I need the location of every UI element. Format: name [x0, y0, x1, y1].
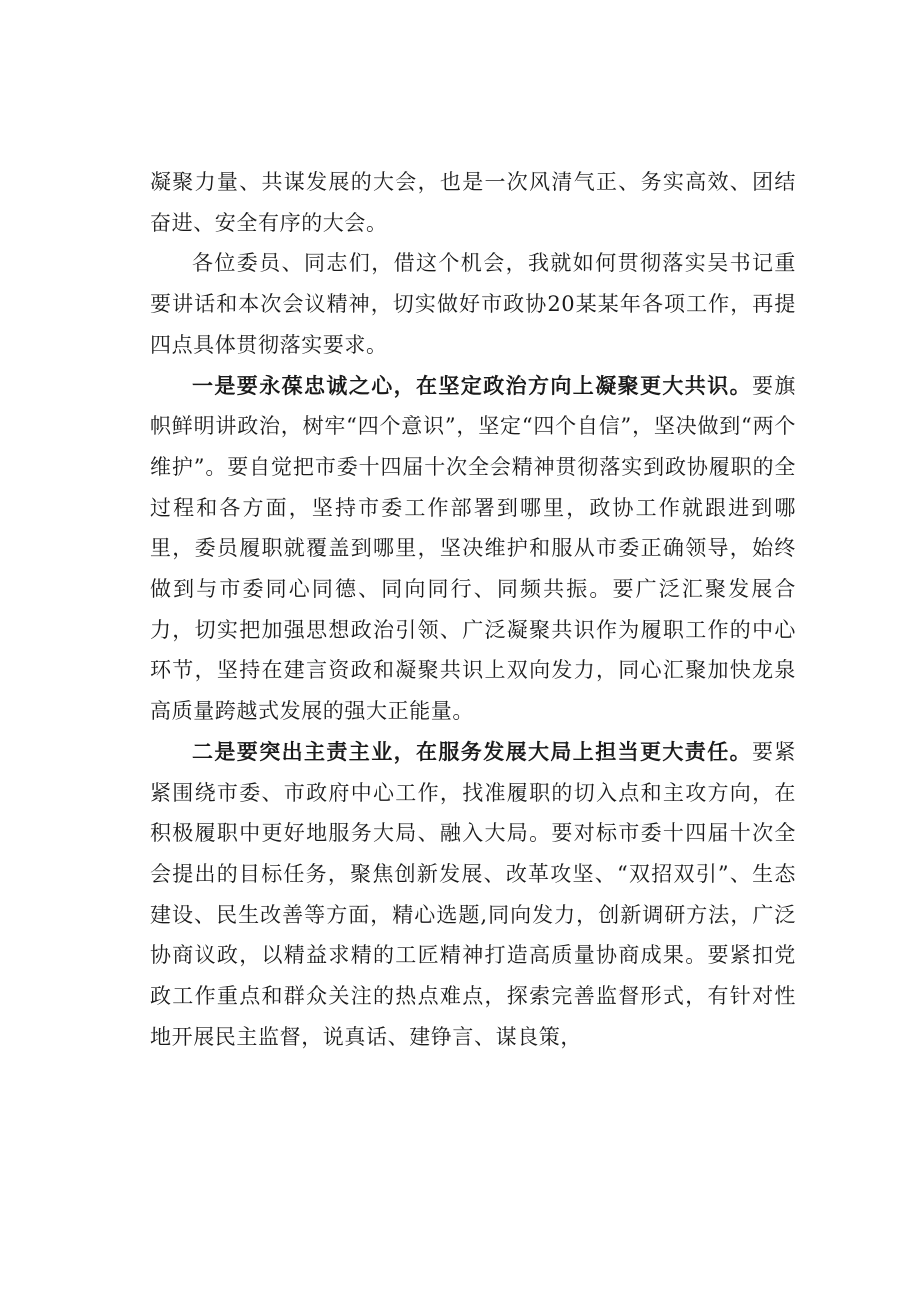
paragraph-text: 要旗帜鲜明讲政治，树牢“四个意识”，坚定“四个自信”，坚决做到“两个维护”。要自觉把市委十四届十次全会精神贯彻落实到政协履职的全过程和各方面，坚持市委工作部署到哪里，政协工作就跟进到哪里，委员履职就覆盖到哪里，坚决维护和服从市委正确领导，始终做到与市委同心同德、同向同行、同频共振。要广泛汇聚发展合力，切实把加强思想政治引领、广泛凝聚共识作为履职工作的中心环节，坚持在建言资政和凝聚共识上双向发力，同心汇聚加快龙泉高质量跨越式发展的强大正能量。 — [150, 373, 797, 724]
paragraph-intro — [150, 243, 796, 365]
document-body — [150, 162, 796, 1057]
paragraph-point-one — [150, 366, 796, 732]
paragraph-heading: 二是要突出主责主业，在服务发展大局上担当更大责任。 — [192, 738, 752, 764]
paragraph-continuation — [150, 162, 796, 243]
paragraph-text: 各位委员、同志们，借这个机会，我就如何贯彻落实吴书记重要讲话和本次会议精神，切实做好市政协20某某年各项工作，再提四点具体贯彻落实要求。 — [150, 251, 796, 357]
paragraph-text: 凝聚力量、共谋发展的大会，也是一次风清气正、务实高效、团结奋进、安全有序的大会。 — [150, 170, 796, 235]
paragraph-text: 要紧紧围绕市委、市政府中心工作，找准履职的切入点和主攻方向，在积极履职中更好地服务大局、融入大局。要对标市委十四届十次全会提出的目标任务，聚焦创新发展、改革攻坚、“双招双引”、生态建设、民生改善等方面，精心选题,同向发力，创新调研方法，广泛协商议政，以精益求精的工匠精神打造高质量协商成果。要紧扣党政工作重点和群众关注的热点难点，探索完善监督形式，有针对性地开展民主监督，说真话、建铮言、谋良策， — [150, 739, 797, 1049]
paragraph-heading: 一是要永葆忠诚之心，在坚定政治方向上凝聚更大共识。 — [192, 372, 752, 398]
paragraph-point-two — [150, 732, 796, 1058]
